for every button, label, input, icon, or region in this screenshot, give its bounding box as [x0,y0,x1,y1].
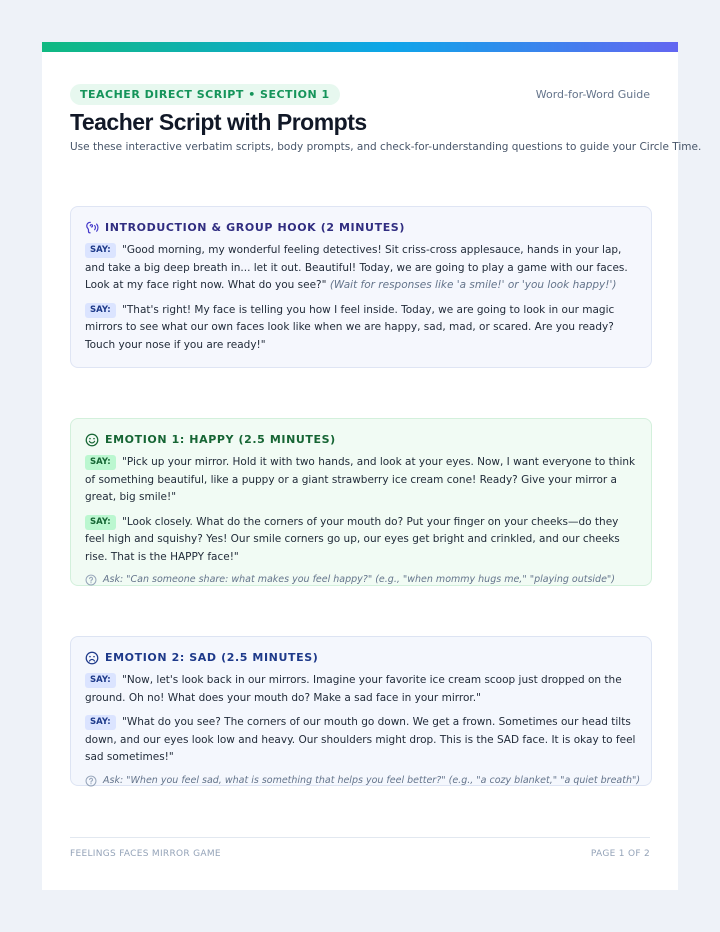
script-page [42,42,702,890]
say-line [85,672,637,707]
question-icon [85,574,97,586]
question-icon [85,775,97,787]
voice-icon [85,221,99,235]
guide-label: Word-for-Word Guide [535,88,650,101]
script-text: "Good morning, my wonderful feeling detectives! Sit criss-cross applesauce, hands in your lap, and take a big deep breath in... let it out. Beautiful! Today, we are going to play a game with our faces. Look at my face right now. What do you see?" [85,244,628,291]
card-header [85,650,637,668]
teacher-note: (Wait for responses like 'a smile!' or 'you look happy!') [329,279,617,291]
sad-card [70,636,652,786]
script-text: "What do you see? The corners of our mouth go down. We get a frown. Sometimes our head tilts down, and our eyes look low and heavy. Our shoulders might drop. This is the SAD face. It is okay to feel sad sometimes!" [85,716,636,763]
say-line [85,454,637,507]
say-badge: SAY: [85,515,116,530]
say-badge: SAY: [85,303,116,318]
frown-icon [85,651,99,665]
intro-card [70,206,652,368]
section-badge: TEACHER DIRECT SCRIPT • SECTION 1 [70,84,340,105]
page-title: Teacher Script with Prompts [70,109,367,135]
happy-card [70,418,652,586]
gradient-top-bar [42,42,678,52]
ask-text: Ask: "When you feel sad, what is something that helps you feel better?" (e.g., "a cozy blanket," "a quiet breath") [103,774,641,786]
say-badge: SAY: [85,243,116,258]
say-line [85,302,637,355]
footer-title: FEELINGS FACES MIRROR GAME [70,849,221,859]
header-row [70,84,650,108]
card-header [85,220,637,238]
say-badge: SAY: [85,673,116,688]
page-subtitle: Use these interactive verbatim scripts, body prompts, and check-for-understanding questions to guide your Circle Time. [70,141,702,153]
script-text: "Pick up your mirror. Hold it with two hands, and look at your eyes. Now, I want everyone to think of something beautiful, like a puppy or a giant strawberry ice cream cone! Ready? Give your mirror a great, big smile!" [85,456,636,503]
ask-text: Ask: "Can someone share: what makes you feel happy?" (e.g., "when mommy hugs me," "playing outside") [103,574,615,585]
script-text: "That's right! My face is telling you how I feel inside. Today, we are going to look in our magic mirrors to see what our own faces look like when we are happy, sad, mad, or scared. Are you ready? Touch your nose if you are ready!" [85,303,615,351]
card-title: EMOTION 2: SAD (2.5 MINUTES) [105,651,319,664]
footer-divider [70,837,650,838]
card-title: EMOTION 1: HAPPY (2.5 MINUTES) [105,433,336,446]
script-text: "Look closely. What do the corners of your mouth do? Put your finger on your cheeks—do they feel high and squishy? Yes! Our smile corners go up, our eyes get bright and crinkled, and our cheeks rise. That is the HAPPY face!" [85,515,620,563]
card-header [85,432,637,450]
say-line [85,714,637,767]
say-badge: SAY: [85,455,116,470]
smile-icon [85,433,99,447]
ask-prompt [85,774,641,788]
ask-prompt [85,573,637,587]
say-badge: SAY: [85,715,116,730]
say-line [85,514,637,567]
card-title: INTRODUCTION & GROUP HOOK (2 MINUTES) [105,221,405,234]
page-number: PAGE 1 OF 2 [590,849,650,859]
script-text: "Now, let's look back in our mirrors. Imagine your favorite ice cream scoop just dropped on the ground. Oh no! What does your mouth do? Make a sad face in your mirror." [85,674,622,704]
say-line [85,242,637,295]
